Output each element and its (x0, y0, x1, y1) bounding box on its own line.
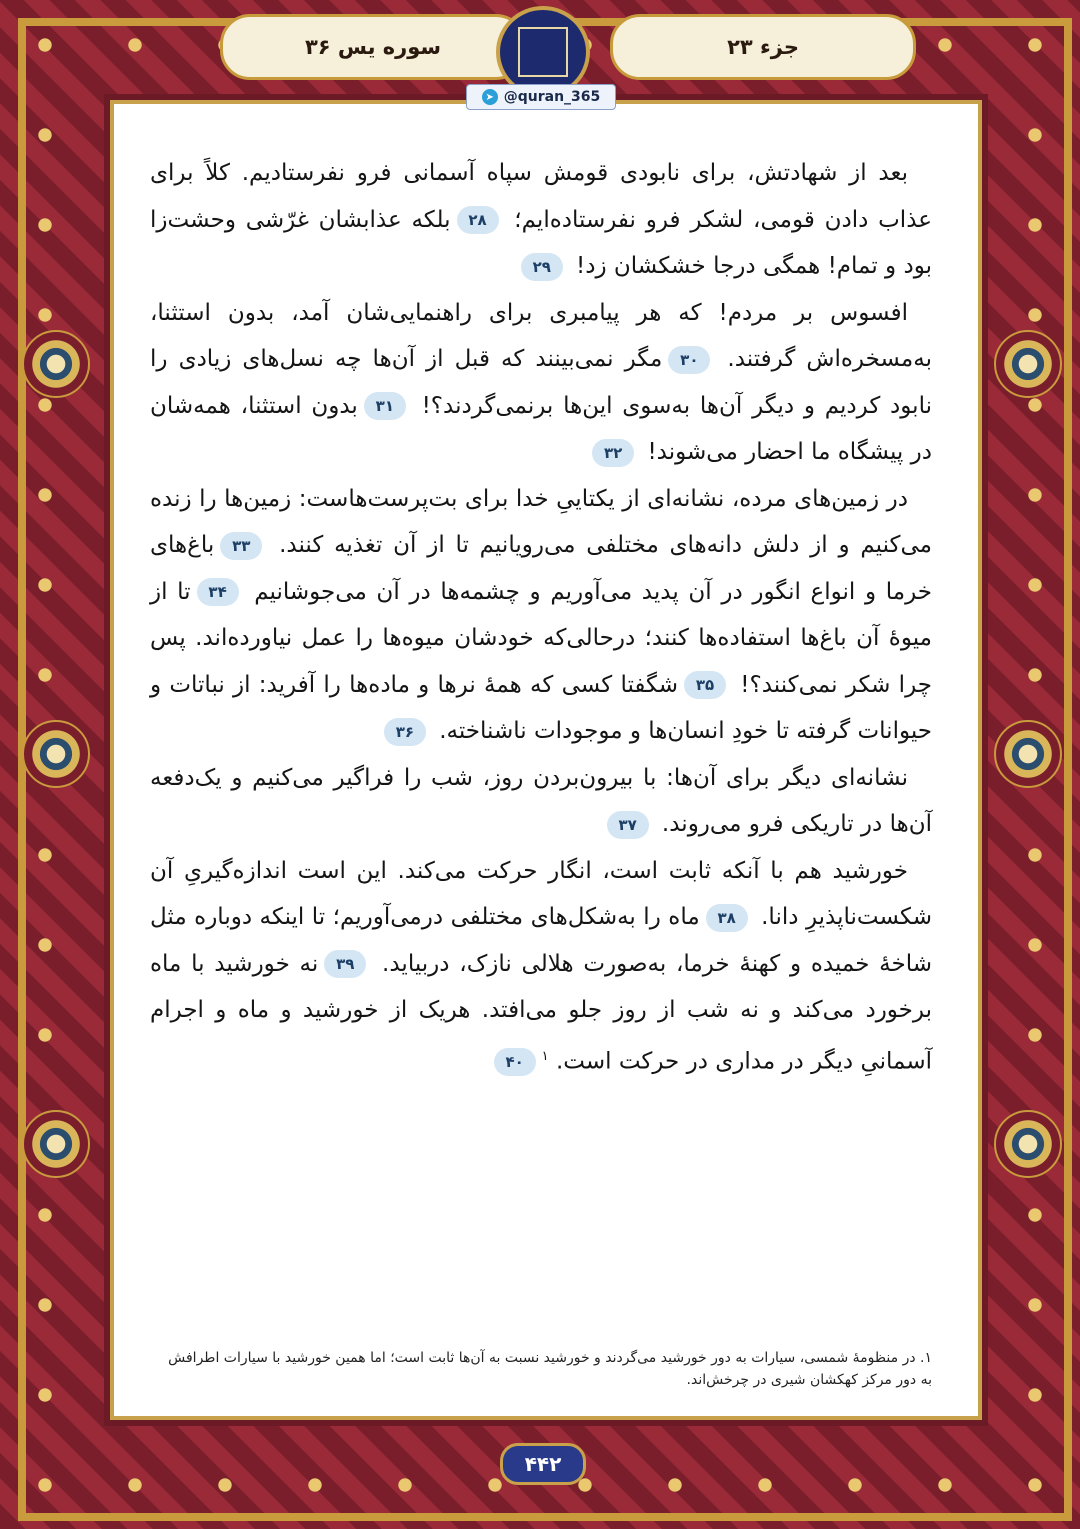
juz-label: جزء ۲۳ (610, 14, 916, 80)
paragraph (150, 755, 932, 848)
verse-text: افسوس بر مردم! که هر پیامبری برای راهنمایی‌شان آمد، بدون استثنا، به‌مسخره‌اش گرفتند. (150, 299, 932, 372)
verse-text: شگفتا کسی که همهٔ نرها و ماده‌ها را آفرید: از نباتات و حیوانات گرفته تا خودِ انسان‌ها و موجودات ناشناخته. (150, 671, 932, 744)
verse-text: خورشید هم با آنکه ثابت است، انگار حرکت می‌کند. این است اندازه‌گیریِ آن شکست‌ناپذیرِ دانا. (150, 857, 932, 930)
translation-text (150, 150, 932, 1085)
verse-number-badge: ۳۹ (324, 950, 366, 978)
frame-rosette-ornament (994, 330, 1062, 398)
footnote-marker: ۱ (541, 1048, 549, 1064)
paragraph (150, 290, 932, 476)
channel-handle-text: @quran_365 (503, 89, 601, 105)
paragraph (150, 476, 932, 755)
frame-rosette-ornament (22, 1110, 90, 1178)
paragraph (150, 150, 932, 290)
verse-text: بعد از شهادتش، برای نابودی قومش سپاه آسمانی فرو نفرستادیم. کلاً برای عذاب دادن قومی، لشکر فرو نفرستاده‌ایم؛ (150, 160, 932, 233)
verse-text: بدون استثنا، همه‌شان در پیشگاه ما احضار می‌شوند! (150, 392, 932, 465)
verse-number-badge: ۲۸ (457, 206, 499, 234)
verse-number-badge: ۳۷ (607, 811, 649, 839)
verse-text: نه خورشید با ماه برخورد می‌کند و نه شب از روز جلو می‌افتد. هریک از خورشید و ماه و اجرام آسمانیِ دیگر در مداری در حرکت است. (150, 950, 932, 1075)
verse-text: ماه را به‌شکل‌های مختلفی درمی‌آوریم؛ تا اینکه دوباره مثل شاخهٔ خمیده و کهنهٔ خرما، به‌صورت هلالی نازک، دربیاید. (150, 904, 932, 977)
footnote: ۱. در منظومهٔ شمسی، سیارات به دور خورشید می‌گردند و خورشید نسبت به آن‌ها ثابت است؛ اما همین خورشید با سیارات اطرافش به دور مرکز کهکشان شیری در چرخش‌اند. (168, 1350, 932, 1388)
verse-number-badge: ۳۰ (668, 346, 710, 374)
telegram-icon: ➤ (482, 89, 498, 105)
paragraph (150, 848, 932, 1085)
page-number: ۴۴۲ (500, 1443, 586, 1485)
frame-rosette-ornament (994, 1110, 1062, 1178)
verse-number-badge: ۲۹ (521, 253, 563, 281)
channel-handle[interactable] (466, 84, 616, 110)
verse-number-badge: ۳۴ (197, 578, 239, 606)
verse-number-badge: ۳۲ (592, 439, 634, 467)
verse-text: باغ‌های خرما و انواع انگور در آن پدید می‌آوریم و چشمه‌ها در آن می‌جوشانیم (150, 532, 932, 605)
seal-inner (518, 27, 568, 77)
verse-number-badge: ۳۵ (684, 671, 726, 699)
verse-number-badge: ۳۸ (706, 904, 748, 932)
verse-text: مگر نمی‌بینند که قبل از آن‌ها چه نسل‌های زیادی را نابود کردیم و دیگر آن‌ها به‌سوی این‌ها برنمی‌گردند؟! (150, 346, 932, 419)
verse-text: نشانه‌ای دیگر برای آن‌ها: با بیرون‌بردن روز، شب را فراگیر می‌کنیم و یک‌دفعه آن‌ها در تاریکی فرو می‌روند. (150, 764, 932, 837)
frame-rosette-ornament (22, 330, 90, 398)
verse-number-badge: ۳۳ (220, 532, 262, 560)
verse-number-badge: ۳۶ (384, 718, 426, 746)
verse-text: در زمین‌های مرده، نشانه‌ای از یکتاییِ خدا برای بت‌پرست‌هاست: زمین‌ها را زنده می‌کنیم و از دلش دانه‌های مختلفی می‌رویانیم تا از آن تغذیه کنند. (150, 485, 932, 558)
verse-text: تا از میوهٔ آن باغ‌ها استفاده‌ها کنند؛ درحالی‌که خودشان میوه‌ها را عمل نیاورده‌اند. پس چرا شکر نمی‌کنند؟! (150, 578, 932, 698)
verse-text: بلکه عذابشان غرّشی وحشت‌زا بود و تمام! همگی درجا خشکشان زد! (150, 206, 932, 279)
verse-number-badge: ۳۱ (364, 392, 406, 420)
frame-rosette-ornament (994, 720, 1062, 788)
frame-rosette-ornament (22, 720, 90, 788)
verse-number-badge: ۴۰ (494, 1048, 536, 1076)
surah-label: سوره یس ۳۶ (220, 14, 526, 80)
